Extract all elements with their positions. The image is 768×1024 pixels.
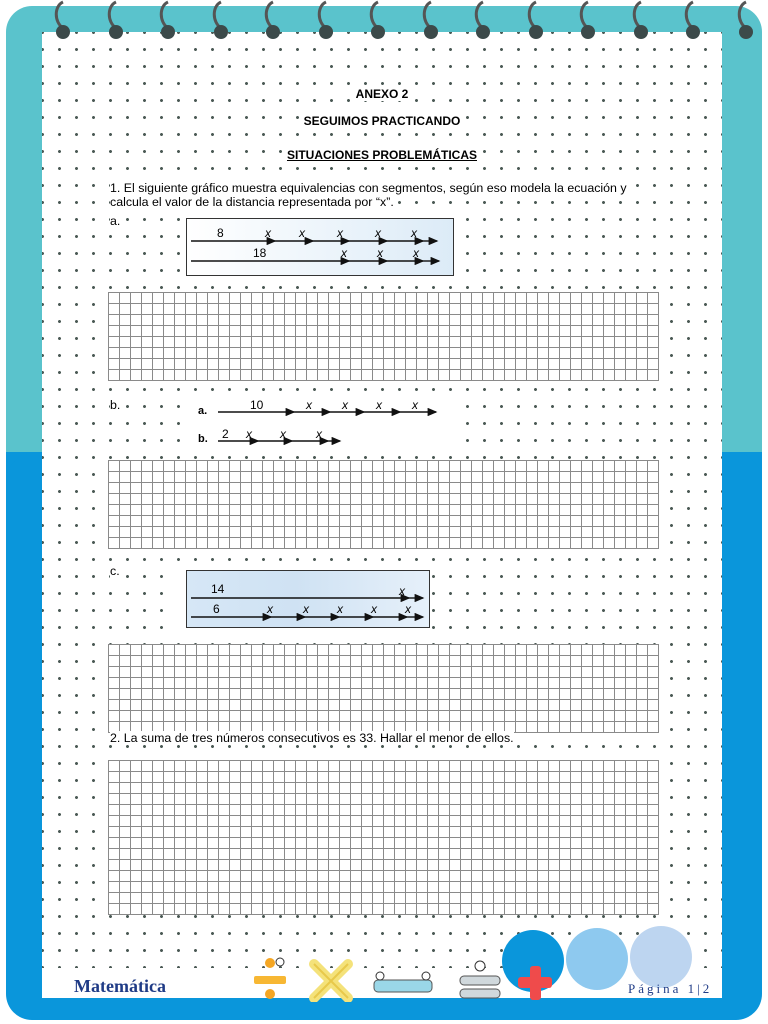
- fig-a-x2: x: [299, 226, 305, 240]
- fig-b-row-a-start: 10: [250, 398, 264, 412]
- fig-a-x5: x: [411, 226, 417, 240]
- figure-c: [186, 570, 430, 628]
- spiral-ring: [101, 0, 127, 40]
- fig-a-x8: x: [413, 246, 419, 260]
- problem1-line2: calcula el valor de la distancia representada por “x”.: [110, 195, 394, 209]
- fig-c-x5: x: [371, 602, 377, 616]
- answer-grid-a[interactable]: [108, 292, 659, 381]
- spiral-ring: [678, 0, 704, 40]
- fig-a-x7: x: [377, 246, 383, 260]
- spiral-ring: [468, 0, 494, 40]
- fig-c-x4: x: [337, 602, 343, 616]
- fig-a-x3: x: [337, 226, 343, 240]
- fig-c-bottom-start: 6: [213, 602, 220, 616]
- fig-b-x5: x: [246, 427, 252, 441]
- spiral-ring: [573, 0, 599, 40]
- subtitle: SEGUIMOS PRACTICANDO: [303, 114, 461, 128]
- fig-b-row-a-label: a.: [198, 405, 208, 417]
- page-number: Página 1|2: [628, 981, 713, 996]
- section-title: SITUACIONES PROBLEMÁTICAS: [286, 148, 477, 162]
- annex-title: ANEXO 2: [355, 87, 409, 101]
- minus-icon: [370, 968, 436, 1002]
- spiral-ring: [416, 0, 442, 40]
- spiral-ring: [206, 0, 232, 40]
- spiral-ring: [311, 0, 337, 40]
- fig-b-row-b-label: b.: [198, 433, 208, 445]
- multiply-icon: [308, 958, 354, 1002]
- spiral-ring: [626, 0, 652, 40]
- plus-icon: [514, 962, 556, 1004]
- figure-c-wrap: [172, 566, 432, 632]
- fig-a-x4: x: [375, 226, 381, 240]
- fig-a-x1: x: [265, 226, 271, 240]
- fig-c-x3: x: [303, 602, 309, 616]
- fig-a-x6: x: [341, 246, 347, 260]
- equals-icon: [456, 958, 504, 1002]
- problem1-line1: 1. El siguiente gráfico muestra equivalencias con segmentos, según eso modela la ecuación y: [110, 181, 627, 195]
- fig-c-x6: x: [405, 602, 411, 616]
- item-c-label: c.: [110, 564, 120, 578]
- footer-subject: Matemática: [74, 976, 166, 996]
- fig-c-x2: x: [267, 602, 273, 616]
- answer-grid-b[interactable]: [108, 460, 659, 549]
- fig-b-x6: x: [280, 427, 286, 441]
- fig-b-x2: x: [342, 398, 348, 412]
- spiral-ring: [258, 0, 284, 40]
- fig-b-x4: x: [412, 398, 418, 412]
- decor-bubble-pale: [630, 926, 692, 988]
- fig-a-bottom-start: 18: [253, 246, 267, 260]
- problem2-text: 2. La suma de tres números consecutivos es 33. Hallar el menor de ellos.: [110, 731, 514, 745]
- answer-grid-c[interactable]: [108, 644, 659, 733]
- decor-bubble-light: [566, 928, 628, 990]
- spiral-ring: [363, 0, 389, 40]
- division-icon: [250, 954, 290, 1004]
- item-b-label: b.: [110, 398, 121, 412]
- fig-c-x1: x: [399, 584, 405, 598]
- spiral-ring: [731, 0, 757, 40]
- spiral-ring: [48, 0, 74, 40]
- spiral-ring: [521, 0, 547, 40]
- spiral-ring: [153, 0, 179, 40]
- fig-b-x1: x: [306, 398, 312, 412]
- figure-b: [190, 396, 454, 448]
- fig-b-x7: x: [316, 427, 322, 441]
- fig-b-x3: x: [376, 398, 382, 412]
- figure-a: [186, 218, 454, 276]
- item-a-label: a.: [110, 214, 121, 228]
- answer-grid-problem2[interactable]: [108, 760, 659, 915]
- fig-a-top-start: 8: [217, 226, 224, 240]
- fig-b-row-b-start: 2: [222, 427, 229, 441]
- fig-c-top-start: 14: [211, 582, 225, 596]
